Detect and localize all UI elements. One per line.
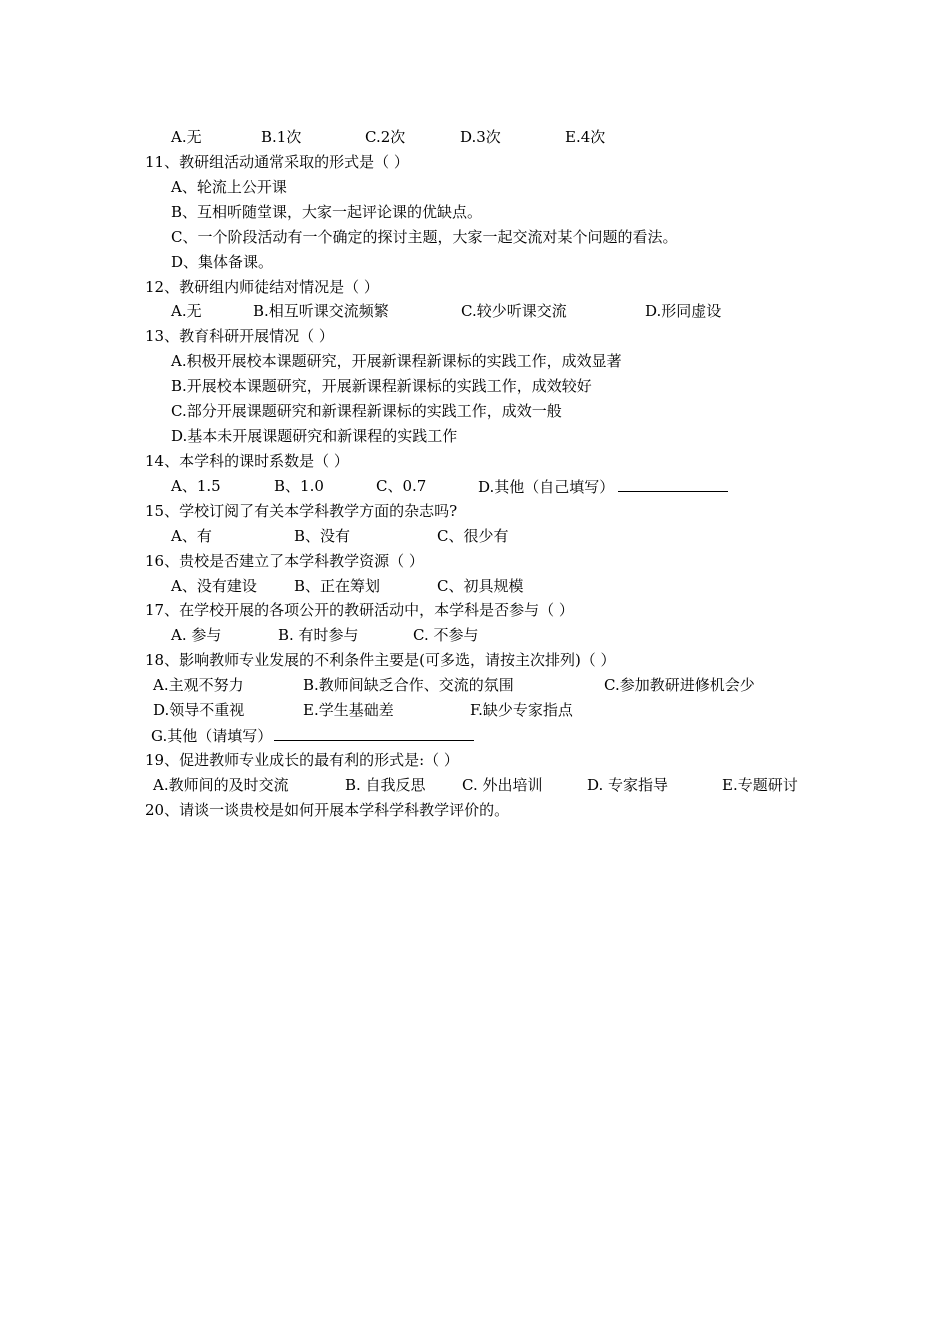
q16-option-b[interactable]: B、正在筹划	[294, 577, 381, 595]
q19-option-b[interactable]: B. 自我反思	[345, 776, 426, 794]
q12-option-b[interactable]: B.相互听课交流频繁	[253, 302, 389, 320]
q11-stem: 11、教研组活动通常采取的形式是（ ）	[145, 153, 409, 171]
q14-stem: 14、本学科的课时系数是（ ）	[145, 452, 349, 470]
q13-option-a[interactable]: A.积极开展校本课题研究，开展新课程新课标的实践工作，成效显著	[171, 352, 622, 370]
q12-stem: 12、教研组内师徒结对情况是（ ）	[145, 278, 379, 296]
q16-option-c[interactable]: C、初具规模	[437, 577, 524, 595]
q18-option-a[interactable]: A.主观不努力	[153, 676, 244, 694]
q18-option-f[interactable]: F.缺少专家指点	[470, 701, 573, 719]
q19-stem: 19、促进教师专业成长的最有利的形式是:（ ）	[145, 751, 459, 769]
q19-option-a[interactable]: A.教师间的及时交流	[153, 776, 289, 794]
q18-option-c[interactable]: C.参加教研进修机会少	[604, 676, 755, 694]
q10-option-d[interactable]: D.3次	[460, 128, 501, 146]
q18-option-d[interactable]: D.领导不重视	[153, 701, 245, 719]
q13-option-b[interactable]: B.开展校本课题研究，开展新课程新课标的实践工作，成效较好	[171, 377, 592, 395]
q19-option-d[interactable]: D. 专家指导	[587, 776, 669, 794]
q12-option-a[interactable]: A.无	[171, 302, 202, 320]
q13-option-d[interactable]: D.基本未开展课题研究和新课程的实践工作	[171, 427, 458, 445]
q15-option-b[interactable]: B、没有	[294, 527, 351, 545]
q12-option-c[interactable]: C.较少听课交流	[461, 302, 567, 320]
q14-option-b[interactable]: B、1.0	[274, 477, 324, 495]
q17-stem: 17、在学校开展的各项公开的教研活动中，本学科是否参与（ ）	[145, 601, 574, 619]
q16-option-a[interactable]: A、没有建设	[171, 577, 257, 595]
q13-stem: 13、教育科研开展情况（ ）	[145, 327, 334, 345]
q11-option-c[interactable]: C、一个阶段活动有一个确定的探讨主题，大家一起交流对某个问题的看法。	[171, 228, 678, 246]
q17-option-c[interactable]: C. 不参与	[413, 626, 479, 644]
q18-option-b[interactable]: B.教师间缺乏合作、交流的氛围	[303, 676, 514, 694]
q10-option-e[interactable]: E.4次	[565, 128, 606, 146]
q10-option-b[interactable]: B.1次	[261, 128, 302, 146]
q17-option-a[interactable]: A. 参与	[171, 626, 222, 644]
q14-option-d-label: D.其他（自己填写）	[478, 478, 615, 496]
q11-option-b[interactable]: B、互相听随堂课，大家一起评论课的优缺点。	[171, 203, 483, 221]
q10-option-c[interactable]: C.2次	[365, 128, 406, 146]
q15-option-c[interactable]: C、很少有	[437, 527, 509, 545]
q18-fill-blank[interactable]	[274, 725, 474, 741]
q14-option-d[interactable]	[478, 476, 728, 497]
q18-option-g[interactable]	[151, 725, 474, 745]
q14-option-a[interactable]: A、1.5	[171, 477, 221, 495]
q15-option-a[interactable]: A、有	[171, 527, 212, 545]
q18-option-g-label: G.其他（请填写）	[151, 727, 273, 745]
q11-option-a[interactable]: A、轮流上公开课	[171, 178, 287, 196]
q20-stem: 20、请谈一谈贵校是如何开展本学科学科教学评价的。	[145, 801, 510, 819]
q11-option-d[interactable]: D、集体备课。	[171, 253, 274, 271]
q14-option-c[interactable]: C、0.7	[376, 477, 427, 495]
q18-stem: 18、影响教师专业发展的不利条件主要是(可多选，请按主次排列)（ ）	[145, 651, 616, 669]
q18-option-e[interactable]: E.学生基础差	[303, 701, 394, 719]
q15-stem: 15、学校订阅了有关本学科教学方面的杂志吗?	[145, 502, 458, 520]
q16-stem: 16、贵校是否建立了本学科教学资源（ ）	[145, 552, 424, 570]
q17-option-b[interactable]: B. 有时参与	[278, 626, 359, 644]
q14-fill-blank[interactable]	[618, 476, 728, 492]
q12-option-d[interactable]: D.形同虚设	[645, 302, 722, 320]
q19-option-e[interactable]: E.专题研讨	[722, 776, 798, 794]
q19-option-c[interactable]: C. 外出培训	[462, 776, 543, 794]
q13-option-c[interactable]: C.部分开展课题研究和新课程新课标的实践工作，成效一般	[171, 402, 562, 420]
q10-option-a[interactable]: A.无	[171, 128, 202, 146]
